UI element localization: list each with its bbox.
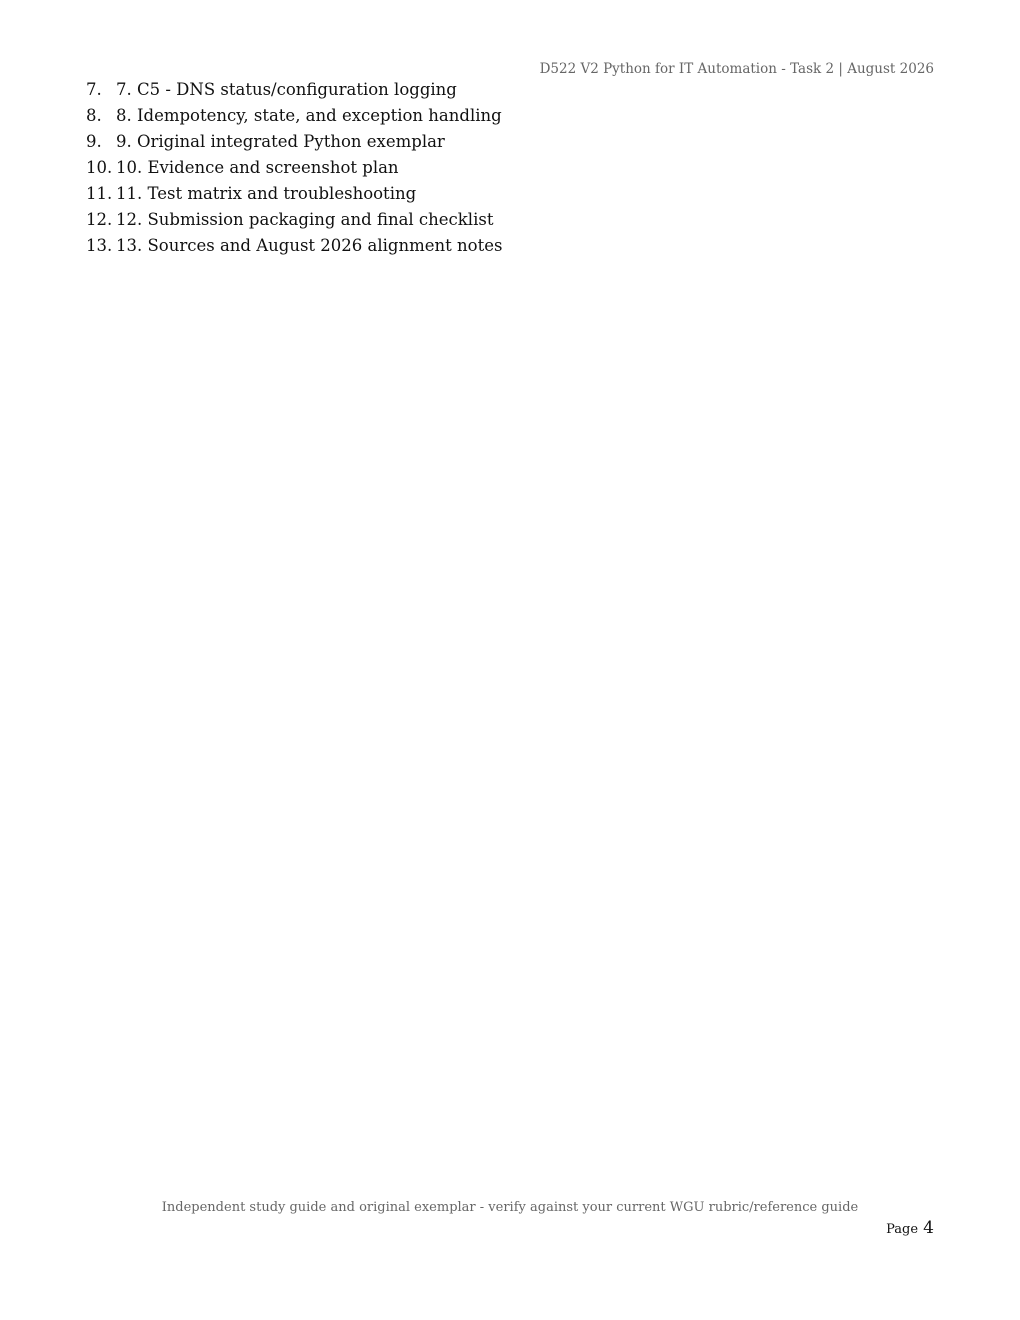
page-number [886,1218,934,1238]
page-number-value: 4 [923,1218,934,1238]
toc-item [86,181,502,207]
toc-item [86,103,502,129]
footer-note: Independent study guide and original exemplar - verify against your current WGU rubric/reference guide [161,1200,859,1215]
toc-item [86,129,502,155]
toc-item-text: 11. Test matrix and troubleshooting [116,184,417,203]
toc-item-number: 8. [86,106,102,125]
toc-item-text: 7. C5 - DNS status/configuration logging [116,80,457,99]
table-of-contents-list [86,77,502,259]
toc-item [86,207,502,233]
toc-item-number: 7. [86,80,102,99]
toc-item-text: 12. Submission packaging and final checklist [116,210,494,229]
toc-item-number: 9. [86,132,102,151]
toc-item-text: 9. Original integrated Python exemplar [116,132,445,151]
toc-item-number: 11. [86,184,113,203]
toc-item-text: 13. Sources and August 2026 alignment notes [116,236,503,255]
running-header: D522 V2 Python for IT Automation - Task 2 | August 2026 [539,61,934,77]
toc-item [86,233,502,259]
toc-item [86,77,502,103]
toc-item [86,155,502,181]
toc-item-text: 10. Evidence and screenshot plan [116,158,399,177]
toc-item-number: 12. [86,210,113,229]
page-number-label: Page [886,1222,919,1237]
toc-item-text: 8. Idempotency, state, and exception handling [116,106,502,125]
toc-item-number: 10. [86,158,113,177]
toc-item-number: 13. [86,236,113,255]
